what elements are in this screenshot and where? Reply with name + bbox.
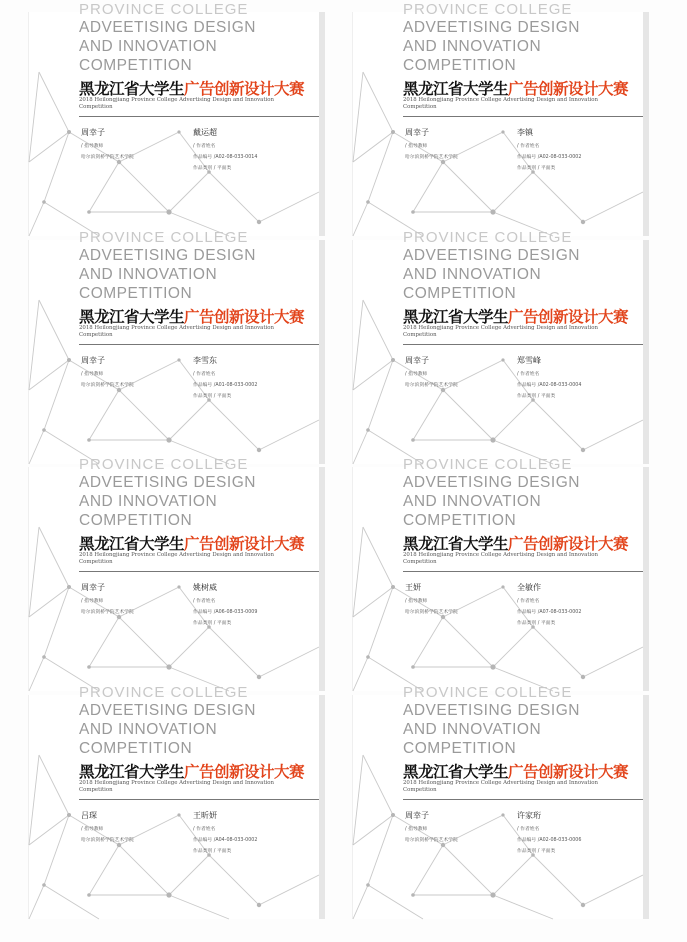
title-en-line-1: ADVEETISING DESIGN bbox=[79, 474, 256, 491]
title-cn-event: 广告创新设计大赛 bbox=[184, 535, 305, 553]
divider bbox=[403, 799, 643, 800]
title-cn bbox=[79, 305, 304, 327]
school-name: 哈尔滨剑桥学院艺术学院 bbox=[405, 838, 458, 843]
work-category: 作品类别 / 平面类 bbox=[193, 621, 232, 626]
subtitle: 2018 Heilongjiang Province College Advertising Design and Innovation Competition bbox=[403, 552, 599, 565]
title-cn-event: 广告创新设计大赛 bbox=[508, 80, 629, 98]
work-code: 作品编号 /A06-08-033-0009 bbox=[193, 610, 258, 615]
work-category: 作品类别 / 平面类 bbox=[517, 394, 556, 399]
subtitle: 2018 Heilongjiang Province College Advertising Design and Innovation Competition bbox=[79, 97, 275, 110]
author-name: 全敏作 bbox=[517, 583, 541, 592]
title-cn-region: 黑龙江省大学生 bbox=[403, 80, 509, 98]
network-nodes bbox=[42, 585, 261, 679]
card-edge bbox=[643, 240, 649, 464]
card-edge bbox=[643, 467, 649, 691]
author-name: 郑雪峰 bbox=[517, 356, 541, 365]
title-en-line-2: AND INNOVATION bbox=[403, 493, 542, 510]
work-category: 作品类别 / 平面类 bbox=[517, 166, 556, 171]
school-name: 哈尔滨剑桥学院艺术学院 bbox=[405, 155, 458, 160]
network-nodes bbox=[366, 358, 585, 452]
work-category: 作品类别 / 平面类 bbox=[517, 849, 556, 854]
subtitle: 2018 Heilongjiang Province College Advertising Design and Innovation Competition bbox=[79, 552, 275, 565]
teacher-role: / 指导教师 bbox=[81, 144, 104, 149]
ghost-header: PROVINCE COLLEGE bbox=[79, 684, 249, 701]
title-cn-region: 黑龙江省大学生 bbox=[403, 308, 509, 326]
title-en-line-2: AND INNOVATION bbox=[403, 266, 542, 283]
work-category: 作品类别 / 平面类 bbox=[517, 621, 556, 626]
title-en-line-3: COMPETITION bbox=[79, 57, 193, 74]
teacher-role: / 指导教师 bbox=[405, 144, 428, 149]
ghost-header: PROVINCE COLLEGE bbox=[403, 229, 573, 246]
teacher-name: 周幸子 bbox=[81, 128, 105, 137]
title-en-line-3: COMPETITION bbox=[403, 57, 517, 74]
title-cn-event: 广告创新设计大赛 bbox=[184, 763, 305, 781]
teacher-role: / 指导教师 bbox=[405, 599, 428, 604]
title-cn bbox=[79, 77, 304, 99]
teacher-role: / 指导教师 bbox=[405, 372, 428, 377]
work-code: 作品编号 /A04-08-033-0002 bbox=[193, 838, 258, 843]
title-cn-region: 黑龙江省大学生 bbox=[403, 763, 509, 781]
divider bbox=[403, 116, 643, 117]
title-en-line-2: AND INNOVATION bbox=[403, 38, 542, 55]
title-cn bbox=[79, 532, 304, 554]
network-nodes bbox=[42, 358, 261, 452]
card-edge bbox=[319, 467, 325, 691]
title-en-line-1: ADVEETISING DESIGN bbox=[79, 702, 256, 719]
competition-card bbox=[28, 1, 325, 236]
school-name: 哈尔滨剑桥学院艺术学院 bbox=[405, 610, 458, 615]
title-cn-region: 黑龙江省大学生 bbox=[79, 763, 185, 781]
author-role: / 作者姓名 bbox=[517, 599, 540, 604]
author-role: / 作者姓名 bbox=[517, 144, 540, 149]
subtitle: 2018 Heilongjiang Province College Advertising Design and Innovation Competition bbox=[403, 325, 599, 338]
competition-card bbox=[352, 684, 649, 919]
author-role: / 作者姓名 bbox=[517, 827, 540, 832]
title-cn-region: 黑龙江省大学生 bbox=[403, 535, 509, 553]
title-en-line-2: AND INNOVATION bbox=[79, 493, 218, 510]
ghost-header: PROVINCE COLLEGE bbox=[403, 1, 573, 18]
title-en-line-2: AND INNOVATION bbox=[79, 721, 218, 738]
school-name: 哈尔滨剑桥学院艺术学院 bbox=[81, 610, 134, 615]
teacher-name: 周幸子 bbox=[405, 356, 429, 365]
title-cn-region: 黑龙江省大学生 bbox=[79, 535, 185, 553]
work-category: 作品类别 / 平面类 bbox=[193, 394, 232, 399]
author-name: 许家珩 bbox=[517, 811, 541, 820]
author-role: / 作者姓名 bbox=[193, 144, 216, 149]
title-cn-event: 广告创新设计大赛 bbox=[508, 763, 629, 781]
title-en-line-3: COMPETITION bbox=[403, 512, 517, 529]
title-en-line-1: ADVEETISING DESIGN bbox=[79, 19, 256, 36]
title-en-line-1: ADVEETISING DESIGN bbox=[403, 19, 580, 36]
title-cn bbox=[403, 77, 628, 99]
school-name: 哈尔滨剑桥学院艺术学院 bbox=[81, 383, 134, 388]
title-cn-region: 黑龙江省大学生 bbox=[79, 308, 185, 326]
work-code: 作品编号 /A02-08-033-0002 bbox=[517, 155, 582, 160]
card-edge bbox=[643, 12, 649, 236]
teacher-role: / 指导教师 bbox=[405, 827, 428, 832]
competition-card bbox=[352, 1, 649, 236]
divider bbox=[403, 571, 643, 572]
title-cn-event: 广告创新设计大赛 bbox=[184, 80, 305, 98]
ghost-header: PROVINCE COLLEGE bbox=[79, 1, 249, 18]
title-cn bbox=[403, 760, 628, 782]
competition-card bbox=[28, 684, 325, 919]
divider bbox=[79, 344, 319, 345]
teacher-name: 周幸子 bbox=[405, 128, 429, 137]
title-en-line-3: COMPETITION bbox=[403, 740, 517, 757]
teacher-name: 王妍 bbox=[405, 583, 421, 592]
author-role: / 作者姓名 bbox=[193, 827, 216, 832]
teacher-name: 周幸子 bbox=[405, 811, 429, 820]
author-name: 王昕妍 bbox=[193, 811, 217, 820]
teacher-role: / 指导教师 bbox=[81, 827, 104, 832]
title-en-line-1: ADVEETISING DESIGN bbox=[79, 247, 256, 264]
ghost-header: PROVINCE COLLEGE bbox=[403, 684, 573, 701]
divider bbox=[79, 116, 319, 117]
work-code: 作品编号 /A02-08-033-0014 bbox=[193, 155, 258, 160]
author-name: 李雪东 bbox=[193, 356, 217, 365]
title-en-line-3: COMPETITION bbox=[79, 740, 193, 757]
title-en-line-1: ADVEETISING DESIGN bbox=[403, 247, 580, 264]
work-code: 作品编号 /A01-08-033-0002 bbox=[193, 383, 258, 388]
author-name: 戴运超 bbox=[193, 128, 217, 137]
competition-card bbox=[352, 456, 649, 691]
ghost-header: PROVINCE COLLEGE bbox=[79, 456, 249, 473]
title-cn-event: 广告创新设计大赛 bbox=[184, 308, 305, 326]
teacher-role: / 指导教师 bbox=[81, 372, 104, 377]
teacher-name: 周幸子 bbox=[81, 356, 105, 365]
title-cn-region: 黑龙江省大学生 bbox=[79, 80, 185, 98]
school-name: 哈尔滨剑桥学院艺术学院 bbox=[81, 838, 134, 843]
competition-card bbox=[352, 229, 649, 464]
work-code: 作品编号 /A02-08-033-0006 bbox=[517, 838, 582, 843]
card-edge bbox=[319, 240, 325, 464]
work-category: 作品类别 / 平面类 bbox=[193, 849, 232, 854]
network-nodes bbox=[366, 585, 585, 679]
teacher-name: 吕琛 bbox=[81, 811, 97, 820]
subtitle: 2018 Heilongjiang Province College Advertising Design and Innovation Competition bbox=[403, 780, 599, 793]
card-edge bbox=[319, 12, 325, 236]
card-edge bbox=[643, 695, 649, 919]
author-role: / 作者姓名 bbox=[193, 372, 216, 377]
title-en-line-1: ADVEETISING DESIGN bbox=[403, 702, 580, 719]
ghost-header: PROVINCE COLLEGE bbox=[403, 456, 573, 473]
title-cn bbox=[79, 760, 304, 782]
network-nodes bbox=[42, 813, 261, 907]
title-en-line-1: ADVEETISING DESIGN bbox=[403, 474, 580, 491]
work-category: 作品类别 / 平面类 bbox=[193, 166, 232, 171]
title-cn bbox=[403, 305, 628, 327]
author-name: 李镇 bbox=[517, 128, 533, 137]
title-cn-event: 广告创新设计大赛 bbox=[508, 308, 629, 326]
title-en-line-3: COMPETITION bbox=[79, 512, 193, 529]
work-code: 作品编号 /A07-08-033-0002 bbox=[517, 610, 582, 615]
title-en-line-2: AND INNOVATION bbox=[79, 266, 218, 283]
work-code: 作品编号 /A02-08-033-0004 bbox=[517, 383, 582, 388]
divider bbox=[403, 344, 643, 345]
subtitle: 2018 Heilongjiang Province College Advertising Design and Innovation Competition bbox=[79, 325, 275, 338]
school-name: 哈尔滨剑桥学院艺术学院 bbox=[81, 155, 134, 160]
ghost-header: PROVINCE COLLEGE bbox=[79, 229, 249, 246]
title-en-line-3: COMPETITION bbox=[79, 285, 193, 302]
card-edge bbox=[319, 695, 325, 919]
divider bbox=[79, 571, 319, 572]
competition-card bbox=[28, 456, 325, 691]
teacher-name: 周幸子 bbox=[81, 583, 105, 592]
author-name: 姚树威 bbox=[193, 583, 217, 592]
subtitle: 2018 Heilongjiang Province College Advertising Design and Innovation Competition bbox=[403, 97, 599, 110]
subtitle: 2018 Heilongjiang Province College Advertising Design and Innovation Competition bbox=[79, 780, 275, 793]
divider bbox=[79, 799, 319, 800]
network-nodes bbox=[366, 130, 585, 224]
title-cn bbox=[403, 532, 628, 554]
network-nodes bbox=[366, 813, 585, 907]
title-en-line-2: AND INNOVATION bbox=[79, 38, 218, 55]
title-en-line-2: AND INNOVATION bbox=[403, 721, 542, 738]
author-role: / 作者姓名 bbox=[193, 599, 216, 604]
school-name: 哈尔滨剑桥学院艺术学院 bbox=[405, 383, 458, 388]
title-en-line-3: COMPETITION bbox=[403, 285, 517, 302]
network-nodes bbox=[42, 130, 261, 224]
title-cn-event: 广告创新设计大赛 bbox=[508, 535, 629, 553]
competition-card bbox=[28, 229, 325, 464]
teacher-role: / 指导教师 bbox=[81, 599, 104, 604]
author-role: / 作者姓名 bbox=[517, 372, 540, 377]
